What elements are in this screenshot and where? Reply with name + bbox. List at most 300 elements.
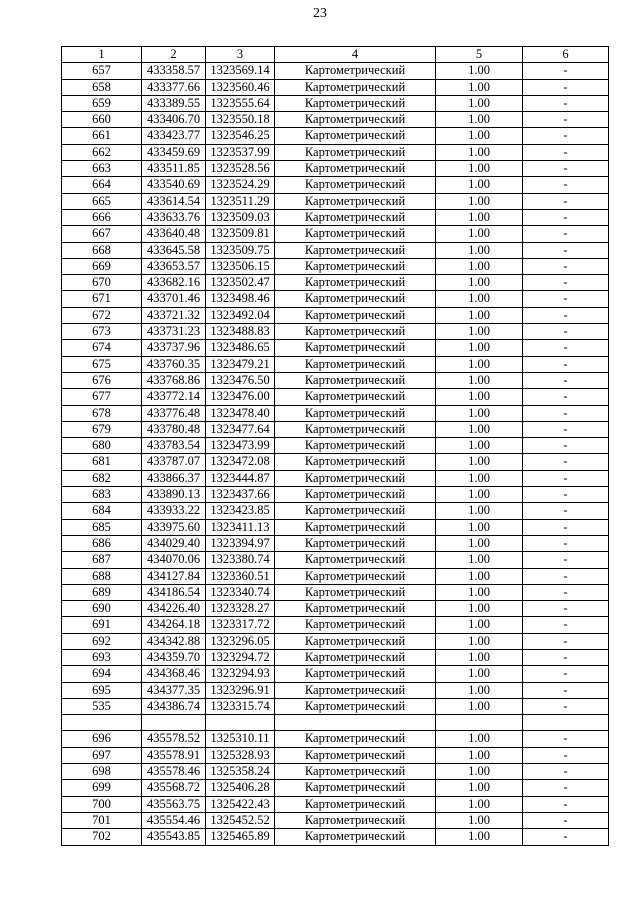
method-cell: Картометрический: [275, 161, 436, 177]
y-coordinate-cell: 1325310.11: [206, 731, 275, 747]
x-coordinate-cell: 435578.91: [142, 747, 206, 763]
method-cell: Картометрический: [275, 470, 436, 486]
y-coordinate-cell: 1323315.74: [206, 698, 275, 714]
x-coordinate-cell: 434070.06: [142, 552, 206, 568]
y-coordinate-cell: 1323537.99: [206, 144, 275, 160]
accuracy-cell: 1.00: [436, 128, 523, 144]
accuracy-cell: 1.00: [436, 764, 523, 780]
point-number-cell: 682: [62, 470, 142, 486]
accuracy-cell: 1.00: [436, 454, 523, 470]
accuracy-cell: 1.00: [436, 747, 523, 763]
page-number: 23: [313, 6, 327, 21]
accuracy-cell: 1.00: [436, 780, 523, 796]
accuracy-cell: 1.00: [436, 63, 523, 79]
table-row: [62, 535, 609, 551]
note-cell: -: [523, 682, 609, 698]
table-row: [62, 487, 609, 503]
note-cell: -: [523, 372, 609, 388]
accuracy-cell: 1.00: [436, 144, 523, 160]
table-row: [62, 340, 609, 356]
x-coordinate-cell: 434226.40: [142, 601, 206, 617]
accuracy-cell: [436, 715, 523, 731]
note-cell: -: [523, 633, 609, 649]
note-cell: -: [523, 829, 609, 845]
column-header: 6: [523, 47, 609, 63]
accuracy-cell: 1.00: [436, 812, 523, 828]
x-coordinate-cell: 434264.18: [142, 617, 206, 633]
method-cell: Картометрический: [275, 421, 436, 437]
y-coordinate-cell: 1323528.56: [206, 161, 275, 177]
table-row: [62, 95, 609, 111]
x-coordinate-cell: 433511.85: [142, 161, 206, 177]
y-coordinate-cell: 1325422.43: [206, 796, 275, 812]
point-number-cell: 664: [62, 177, 142, 193]
method-cell: Картометрический: [275, 177, 436, 193]
table-row: [62, 275, 609, 291]
x-coordinate-cell: 433459.69: [142, 144, 206, 160]
x-coordinate-cell: 433721.32: [142, 307, 206, 323]
y-coordinate-cell: 1323360.51: [206, 568, 275, 584]
table-row: [62, 829, 609, 845]
accuracy-cell: 1.00: [436, 340, 523, 356]
x-coordinate-cell: 435578.46: [142, 764, 206, 780]
point-number-cell: 689: [62, 584, 142, 600]
accuracy-cell: 1.00: [436, 291, 523, 307]
note-cell: -: [523, 812, 609, 828]
note-cell: -: [523, 454, 609, 470]
point-number-cell: 677: [62, 389, 142, 405]
note-cell: -: [523, 258, 609, 274]
table-row: [62, 552, 609, 568]
table-row: [62, 682, 609, 698]
point-number-cell: 693: [62, 649, 142, 665]
accuracy-cell: 1.00: [436, 275, 523, 291]
table-row: [62, 796, 609, 812]
accuracy-cell: 1.00: [436, 226, 523, 242]
table-row: [62, 177, 609, 193]
note-cell: -: [523, 405, 609, 421]
point-number-cell: 661: [62, 128, 142, 144]
y-coordinate-cell: 1323380.74: [206, 552, 275, 568]
y-coordinate-cell: 1325358.24: [206, 764, 275, 780]
y-coordinate-cell: 1323423.85: [206, 503, 275, 519]
column-header: 5: [436, 47, 523, 63]
point-number-cell: 694: [62, 666, 142, 682]
x-coordinate-cell: 435554.46: [142, 812, 206, 828]
table-row: [62, 307, 609, 323]
x-coordinate-cell: 433783.54: [142, 438, 206, 454]
accuracy-cell: 1.00: [436, 552, 523, 568]
x-coordinate-cell: 433540.69: [142, 177, 206, 193]
point-number-cell: 665: [62, 193, 142, 209]
method-cell: Картометрический: [275, 454, 436, 470]
point-number-cell: 676: [62, 372, 142, 388]
column-header: 2: [142, 47, 206, 63]
note-cell: -: [523, 193, 609, 209]
note-cell: -: [523, 307, 609, 323]
y-coordinate-cell: 1323476.50: [206, 372, 275, 388]
table-row: [62, 421, 609, 437]
accuracy-cell: 1.00: [436, 421, 523, 437]
method-cell: Картометрический: [275, 356, 436, 372]
table-row: [62, 698, 609, 714]
table-row: [62, 389, 609, 405]
method-cell: Картометрический: [275, 144, 436, 160]
x-coordinate-cell: 434377.35: [142, 682, 206, 698]
x-coordinate-cell: 433772.14: [142, 389, 206, 405]
y-coordinate-cell: 1323476.00: [206, 389, 275, 405]
method-cell: Картометрический: [275, 438, 436, 454]
note-cell: -: [523, 63, 609, 79]
x-coordinate-cell: 433701.46: [142, 291, 206, 307]
x-coordinate-cell: 434368.46: [142, 666, 206, 682]
note-cell: -: [523, 128, 609, 144]
x-coordinate-cell: 433975.60: [142, 519, 206, 535]
point-number-cell: 674: [62, 340, 142, 356]
point-number-cell: 687: [62, 552, 142, 568]
accuracy-cell: 1.00: [436, 307, 523, 323]
accuracy-cell: 1.00: [436, 209, 523, 225]
x-coordinate-cell: [142, 715, 206, 731]
y-coordinate-cell: 1323555.64: [206, 95, 275, 111]
point-number-cell: 657: [62, 63, 142, 79]
table-header-row: [62, 47, 609, 63]
note-cell: -: [523, 552, 609, 568]
accuracy-cell: 1.00: [436, 682, 523, 698]
y-coordinate-cell: 1323511.29: [206, 193, 275, 209]
x-coordinate-cell: 433768.86: [142, 372, 206, 388]
table-row: [62, 470, 609, 486]
method-cell: Картометрический: [275, 63, 436, 79]
table-row: [62, 128, 609, 144]
accuracy-cell: 1.00: [436, 95, 523, 111]
note-cell: -: [523, 601, 609, 617]
table-row: [62, 666, 609, 682]
note-cell: -: [523, 324, 609, 340]
table-row: [62, 209, 609, 225]
table-row: [62, 291, 609, 307]
table-row: [62, 144, 609, 160]
method-cell: Картометрический: [275, 209, 436, 225]
y-coordinate-cell: 1323479.21: [206, 356, 275, 372]
y-coordinate-cell: 1323509.03: [206, 209, 275, 225]
method-cell: Картометрический: [275, 193, 436, 209]
accuracy-cell: 1.00: [436, 470, 523, 486]
method-cell: Картометрический: [275, 307, 436, 323]
note-cell: -: [523, 177, 609, 193]
y-coordinate-cell: 1323296.05: [206, 633, 275, 649]
table-row: [62, 649, 609, 665]
y-coordinate-cell: 1323472.08: [206, 454, 275, 470]
point-number-cell: 668: [62, 242, 142, 258]
note-cell: [523, 715, 609, 731]
accuracy-cell: 1.00: [436, 79, 523, 95]
point-number-cell: 690: [62, 601, 142, 617]
method-cell: Картометрический: [275, 487, 436, 503]
point-number-cell: 663: [62, 161, 142, 177]
accuracy-cell: 1.00: [436, 731, 523, 747]
y-coordinate-cell: 1323569.14: [206, 63, 275, 79]
accuracy-cell: 1.00: [436, 519, 523, 535]
note-cell: -: [523, 535, 609, 551]
point-number-cell: 675: [62, 356, 142, 372]
y-coordinate-cell: 1325452.52: [206, 812, 275, 828]
table-row: [62, 63, 609, 79]
note-cell: -: [523, 144, 609, 160]
x-coordinate-cell: 433780.48: [142, 421, 206, 437]
point-number-cell: 701: [62, 812, 142, 828]
method-cell: Картометрический: [275, 340, 436, 356]
method-cell: Картометрический: [275, 584, 436, 600]
method-cell: Картометрический: [275, 275, 436, 291]
method-cell: Картометрический: [275, 95, 436, 111]
point-number-cell: 658: [62, 79, 142, 95]
y-coordinate-cell: 1323317.72: [206, 617, 275, 633]
point-number-cell: 660: [62, 112, 142, 128]
method-cell: Картометрический: [275, 242, 436, 258]
point-number-cell: 683: [62, 487, 142, 503]
y-coordinate-cell: 1323394.97: [206, 535, 275, 551]
table-row: [62, 747, 609, 763]
column-header: 1: [62, 47, 142, 63]
accuracy-cell: 1.00: [436, 601, 523, 617]
point-number-cell: 696: [62, 731, 142, 747]
table-row: [62, 405, 609, 421]
point-number-cell: [62, 715, 142, 731]
accuracy-cell: 1.00: [436, 568, 523, 584]
x-coordinate-cell: 435543.85: [142, 829, 206, 845]
note-cell: -: [523, 649, 609, 665]
table-row: [62, 226, 609, 242]
x-coordinate-cell: 433645.58: [142, 242, 206, 258]
x-coordinate-cell: 434386.74: [142, 698, 206, 714]
x-coordinate-cell: 433633.76: [142, 209, 206, 225]
y-coordinate-cell: 1323411.13: [206, 519, 275, 535]
accuracy-cell: 1.00: [436, 112, 523, 128]
note-cell: -: [523, 340, 609, 356]
note-cell: -: [523, 275, 609, 291]
accuracy-cell: 1.00: [436, 438, 523, 454]
point-number-cell: 678: [62, 405, 142, 421]
y-coordinate-cell: 1323509.81: [206, 226, 275, 242]
x-coordinate-cell: 433423.77: [142, 128, 206, 144]
method-cell: Картометрический: [275, 796, 436, 812]
x-coordinate-cell: 434029.40: [142, 535, 206, 551]
point-number-cell: 702: [62, 829, 142, 845]
method-cell: Картометрический: [275, 535, 436, 551]
point-number-cell: 679: [62, 421, 142, 437]
accuracy-cell: 1.00: [436, 356, 523, 372]
y-coordinate-cell: 1323444.87: [206, 470, 275, 486]
note-cell: -: [523, 209, 609, 225]
x-coordinate-cell: 434359.70: [142, 649, 206, 665]
note-cell: -: [523, 421, 609, 437]
point-number-cell: 692: [62, 633, 142, 649]
table-row: [62, 112, 609, 128]
table-row: [62, 324, 609, 340]
y-coordinate-cell: 1323437.66: [206, 487, 275, 503]
table-row: [62, 812, 609, 828]
method-cell: Картометрический: [275, 682, 436, 698]
y-coordinate-cell: 1323488.83: [206, 324, 275, 340]
y-coordinate-cell: 1323506.15: [206, 258, 275, 274]
point-number-cell: 669: [62, 258, 142, 274]
y-coordinate-cell: 1323296.91: [206, 682, 275, 698]
note-cell: -: [523, 731, 609, 747]
note-cell: -: [523, 780, 609, 796]
method-cell: Картометрический: [275, 747, 436, 763]
point-number-cell: 695: [62, 682, 142, 698]
point-number-cell: 670: [62, 275, 142, 291]
table-row: [62, 242, 609, 258]
method-cell: Картометрический: [275, 812, 436, 828]
point-number-cell: 700: [62, 796, 142, 812]
method-cell: Картометрический: [275, 372, 436, 388]
y-coordinate-cell: 1323328.27: [206, 601, 275, 617]
accuracy-cell: 1.00: [436, 829, 523, 845]
x-coordinate-cell: 433731.23: [142, 324, 206, 340]
x-coordinate-cell: 433406.70: [142, 112, 206, 128]
accuracy-cell: 1.00: [436, 389, 523, 405]
method-cell: Картометрический: [275, 617, 436, 633]
note-cell: -: [523, 568, 609, 584]
column-header: 3: [206, 47, 275, 63]
point-number-cell: 697: [62, 747, 142, 763]
method-cell: Картометрический: [275, 731, 436, 747]
accuracy-cell: 1.00: [436, 617, 523, 633]
point-number-cell: 680: [62, 438, 142, 454]
accuracy-cell: 1.00: [436, 796, 523, 812]
table-row: [62, 372, 609, 388]
accuracy-cell: 1.00: [436, 584, 523, 600]
accuracy-cell: 1.00: [436, 487, 523, 503]
note-cell: -: [523, 487, 609, 503]
y-coordinate-cell: 1323546.25: [206, 128, 275, 144]
note-cell: -: [523, 519, 609, 535]
x-coordinate-cell: 433776.48: [142, 405, 206, 421]
y-coordinate-cell: 1323486.65: [206, 340, 275, 356]
x-coordinate-cell: 434186.54: [142, 584, 206, 600]
note-cell: -: [523, 470, 609, 486]
table-row: [62, 715, 609, 731]
method-cell: Картометрический: [275, 226, 436, 242]
y-coordinate-cell: 1325406.28: [206, 780, 275, 796]
y-coordinate-cell: 1325328.93: [206, 747, 275, 763]
accuracy-cell: 1.00: [436, 649, 523, 665]
method-cell: Картометрический: [275, 291, 436, 307]
accuracy-cell: 1.00: [436, 372, 523, 388]
method-cell: Картометрический: [275, 258, 436, 274]
accuracy-cell: 1.00: [436, 666, 523, 682]
table-row: [62, 764, 609, 780]
method-cell: Картометрический: [275, 519, 436, 535]
y-coordinate-cell: 1323492.04: [206, 307, 275, 323]
note-cell: -: [523, 161, 609, 177]
point-number-cell: 667: [62, 226, 142, 242]
table-row: [62, 601, 609, 617]
point-number-cell: 673: [62, 324, 142, 340]
point-number-cell: 672: [62, 307, 142, 323]
method-cell: Картометрический: [275, 601, 436, 617]
note-cell: -: [523, 79, 609, 95]
method-cell: Картометрический: [275, 79, 436, 95]
note-cell: -: [523, 389, 609, 405]
note-cell: -: [523, 666, 609, 682]
note-cell: -: [523, 698, 609, 714]
accuracy-cell: 1.00: [436, 503, 523, 519]
y-coordinate-cell: 1323560.46: [206, 79, 275, 95]
note-cell: -: [523, 617, 609, 633]
point-number-cell: 699: [62, 780, 142, 796]
method-cell: Картометрический: [275, 829, 436, 845]
x-coordinate-cell: 433890.13: [142, 487, 206, 503]
point-number-cell: 681: [62, 454, 142, 470]
x-coordinate-cell: 433737.96: [142, 340, 206, 356]
note-cell: -: [523, 796, 609, 812]
method-cell: [275, 715, 436, 731]
table-row: [62, 780, 609, 796]
note-cell: -: [523, 356, 609, 372]
accuracy-cell: 1.00: [436, 405, 523, 421]
note-cell: -: [523, 438, 609, 454]
method-cell: Картометрический: [275, 324, 436, 340]
table-row: [62, 258, 609, 274]
note-cell: -: [523, 503, 609, 519]
method-cell: Картометрический: [275, 649, 436, 665]
method-cell: Картометрический: [275, 568, 436, 584]
table-row: [62, 161, 609, 177]
y-coordinate-cell: 1323294.93: [206, 666, 275, 682]
method-cell: Картометрический: [275, 389, 436, 405]
x-coordinate-cell: 435578.52: [142, 731, 206, 747]
y-coordinate-cell: 1323478.40: [206, 405, 275, 421]
note-cell: -: [523, 95, 609, 111]
y-coordinate-cell: 1323524.29: [206, 177, 275, 193]
y-coordinate-cell: 1323502.47: [206, 275, 275, 291]
table-row: [62, 568, 609, 584]
coordinates-table: [61, 46, 609, 846]
accuracy-cell: 1.00: [436, 161, 523, 177]
x-coordinate-cell: 433787.07: [142, 454, 206, 470]
column-header: 4: [275, 47, 436, 63]
method-cell: Картометрический: [275, 780, 436, 796]
y-coordinate-cell: 1323498.46: [206, 291, 275, 307]
table-row: [62, 503, 609, 519]
accuracy-cell: 1.00: [436, 324, 523, 340]
method-cell: Картометрический: [275, 112, 436, 128]
y-coordinate-cell: 1325465.89: [206, 829, 275, 845]
note-cell: -: [523, 747, 609, 763]
point-number-cell: 685: [62, 519, 142, 535]
method-cell: Картометрический: [275, 633, 436, 649]
note-cell: -: [523, 764, 609, 780]
x-coordinate-cell: 433358.57: [142, 63, 206, 79]
y-coordinate-cell: [206, 715, 275, 731]
point-number-cell: 691: [62, 617, 142, 633]
table-row: [62, 617, 609, 633]
table-row: [62, 79, 609, 95]
method-cell: Картометрический: [275, 764, 436, 780]
note-cell: -: [523, 242, 609, 258]
point-number-cell: 684: [62, 503, 142, 519]
x-coordinate-cell: 433614.54: [142, 193, 206, 209]
y-coordinate-cell: 1323477.64: [206, 421, 275, 437]
table-row: [62, 633, 609, 649]
table-row: [62, 438, 609, 454]
note-cell: -: [523, 584, 609, 600]
method-cell: Картометрический: [275, 552, 436, 568]
method-cell: Картометрический: [275, 405, 436, 421]
